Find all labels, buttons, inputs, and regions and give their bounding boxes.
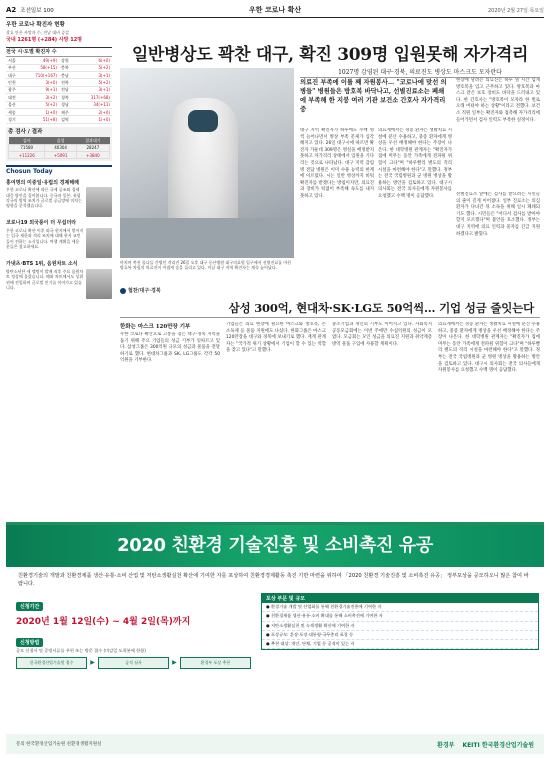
region-title: 전국 시·도별 확진자 수 bbox=[6, 47, 112, 56]
article-column: 의료계에서는 경증 환자는 생활치료 시설에 분산 수용하고, 중증 환자에게 병상을 우선 배정해야 한다는 주장이 나온다. 한 대학병원 관계자는 "확진자가 집에 머무는 동안 가족에게 전파될 위험이 크다"며 "하루빨리 별도의 격리 시설을 마련해야 한다"고 말했다. 정부는 전국 국립병원과 군 병원 병상을 활용하는 방안을 검토하고 있다. 대구시 의사회는 전국 의사들에게 자원봉사를 요청했고 수백 명이 응답했다. bbox=[438, 322, 540, 374]
inspection-title: 총 검사 / 결과 bbox=[8, 128, 43, 135]
region-cell: 검역 1(+0) bbox=[61, 116, 110, 122]
section-label: 협찬/대구·경북 bbox=[120, 287, 294, 294]
award-item: ● 포상규모: 훈장·포장·대통령·국무총리 표창 등 bbox=[262, 631, 538, 640]
award-categories bbox=[261, 593, 539, 650]
chosun-today-bar: Chosun Today bbox=[6, 165, 112, 176]
award-item: ● 친환경제품 생산·유통·소비 확대를 통해 소비촉진에 기여한 자 bbox=[262, 612, 538, 621]
issue-date: 2020년 2월 27일 목요일 bbox=[487, 7, 544, 14]
deck: 의료진 부족에 이틀 째 자원봉사… "코로나에 맞선 의병들" 병원들은 방호복 바닥나고, 선별진료소는 폐쇄에 부족해 한 지붕 여러 기관 보건소 간호사 자가격리 중 bbox=[300, 79, 447, 114]
arrow-right-icon: ▶ bbox=[90, 659, 95, 667]
stats-title: 우한 코로나 확진자 현황 bbox=[6, 22, 65, 28]
paper-name: 조선일보 100 bbox=[20, 8, 54, 14]
flow-step: 환경부 포상 추천 bbox=[180, 657, 251, 669]
advertisement bbox=[6, 522, 544, 754]
region-cell: 경북 317(+68) bbox=[61, 94, 110, 100]
inspection-cell: 28247 bbox=[76, 144, 109, 151]
columnist-photo bbox=[86, 228, 112, 258]
region-cell: 울산 5(+2) bbox=[8, 102, 57, 108]
inspection-cell: 71580 bbox=[9, 144, 45, 151]
article-column: 의료계에서는 경증 환자는 생활치료 시설에 분산 수용하고, 중증 환자에게 병상을 우선 배정해야 한다는 주장이 나온다. 한 대학병원 관계자는 "확진자가 집에 머무는 동안 가족에게 전파될 위험이 크다"며 "하루빨리 별도의 격리 시설을 마련해야 한다"고 말했다. 정부는 전국 국립병원과 군 병원 병상을 활용하는 방안을 검토하고 있다. 대구시 의사회는 전국 의사들에게 자원봉사를 요청했고 수백 명이 응답했다. bbox=[378, 128, 452, 200]
ad-footer bbox=[6, 734, 544, 754]
award-head: 포상 부문 및 규모 bbox=[262, 594, 538, 603]
ad-title: 2020 친환경 기술진흥 및 소비촉진 유공 bbox=[6, 525, 544, 567]
region-cell: 서울 49(+9) bbox=[8, 57, 57, 63]
article-column: 대구 지역 확진자가 하루에도 수백 명씩 늘어나면서 병상 부족 문제가 심각해지고 있다. 26일 대구시에 따르면 확진자 가운데 309명은 병실을 배정받지 못하고 자가격리 상태에서 입원을 기다리는 것으로 나타났다. 대구 지역 감염병 전담 병원은 이미 수용 능력의 한계에 이르렀다. 시는 일반 병상까지 비워 확진자를 받겠다는 방침이지만, 의료진과 장비가 턱없이 부족해 속도를 내지 못하고 있다. bbox=[300, 128, 374, 200]
region-cell: 충남 3(+1) bbox=[61, 72, 110, 78]
method-label: 신청방법 bbox=[16, 638, 43, 647]
region-cell: 전북 5(+2) bbox=[61, 79, 110, 85]
main-headline: 일반병상도 꽉찬 대구, 확진 309명 입원못해 자가격리 bbox=[131, 45, 529, 65]
sponsor-logos bbox=[437, 740, 534, 749]
ad-application-info bbox=[16, 593, 251, 669]
region-cell: 광주 9(+1) bbox=[8, 87, 57, 93]
columnist-photo bbox=[86, 187, 112, 217]
stats-sidebar bbox=[6, 22, 112, 577]
article-column: 현장에 달려온 의료진은 하루 열 시간 넘게 방호복을 입고 근무하고 있다. 방호복과 마스크 같은 보호 장비도 바닥을 드러내고 있다. 한 간호사는 "방호복이 모자라 한 벌로 오래 버텨야 하는 상황"이라고 전했다. 보건소 직원 일부는 확진자와 접촉해 자가격리에 들어가면서 검사 인력도 부족한 실정이다. bbox=[456, 78, 540, 123]
region-cell: 인천 3(+0) bbox=[8, 79, 57, 85]
award-item: ● 환경기술 개발 및 산업화를 통해 친환경기술진흥에 기여한 자 bbox=[262, 603, 538, 612]
page-header bbox=[6, 4, 544, 16]
inspection-header: 검사 bbox=[9, 137, 45, 144]
second-headline: 삼성 300억, 현대차·SK·LG도 50억씩… 기업 성금 줄잇는다 bbox=[228, 301, 534, 315]
column-text: 방탄소년단 새 앨범이 발매 직후 주요 음원차트 정상에 올랐습니다. 해외 차트에서도 상위권에 진입하며 글로벌 인기를 이어가고 있습니다. bbox=[6, 268, 84, 290]
stats-subtitle: 괄호 안은 사망자 수, 전날 대비 증감 bbox=[6, 30, 69, 36]
sponsor-logo: 환경부 bbox=[437, 741, 455, 749]
total-count: 국내 1261명 (+284) 사망 12명 bbox=[6, 36, 83, 43]
sub-lede: 1027명 감염된 대구·경북, 의료진도 병상도 마스크도 모자란다 bbox=[300, 67, 540, 78]
column-item[interactable] bbox=[6, 180, 112, 218]
inspection-box bbox=[6, 127, 112, 162]
inspection-cell: +5091 bbox=[45, 152, 76, 159]
inspection-header: 음성 bbox=[45, 137, 76, 144]
inspection-header: 결과대기 bbox=[76, 137, 109, 144]
column-title: 홍여명의 미중일·유럽의 경제해례 bbox=[6, 179, 80, 186]
region-table bbox=[6, 56, 112, 124]
inspection-table bbox=[8, 137, 110, 159]
award-item: ● 저탄소생활실천 및 녹색생활 확산에 기여한 자 bbox=[262, 622, 538, 631]
inspection-cell: +11226 bbox=[9, 152, 45, 159]
article-column: 우한 코로나 확산으로 고통을 겪는 대구·경북 지역을 돕기 위해 주요 기업들의 성금 기부가 잇따르고 있다. 삼성그룹은 300억원 규모의 성금과 물품을 전달하기로 했다. 현대차그룹과 SK, LG그룹도 각각 50억원을 기부한다. bbox=[120, 332, 220, 364]
column-title: 코로나19 외국풍이 더 무섭더라 bbox=[6, 220, 77, 227]
column-text: 우한 코로나 확산 이후 외국 현지에서 벌어지는 입국 제한과 격리 조치에 대해 현지 교민들이 전하는 소식입니다. 여행 계획을 세운 분들은 참고하세요. bbox=[6, 228, 84, 250]
article-column: 기업들은 의료 현장에 필요한 마스크와 방호복, 손 소독제 등 물품 지원에도 나섰다. 한화그룹은 마스크 120만장을 대구와 경북에 보내기로 했다. 재계 관계자는 "국가적 위기 상황에서 기업이 할 수 있는 역할을 찾고 있다"고 말했다. bbox=[226, 322, 326, 354]
column-title: 가넷츠·BTS 1위, 음원차트 소식 bbox=[6, 261, 78, 268]
region-cell: 제주 2(+0) bbox=[61, 109, 110, 115]
flow-step: 공적 심사 bbox=[98, 657, 169, 669]
inspection-cell: 40304 bbox=[45, 144, 76, 151]
second-rule bbox=[120, 317, 540, 318]
region-cell: 경기 51(+8) bbox=[8, 116, 57, 122]
sponsor-logo: KEITI 한국환경산업기술원 bbox=[462, 741, 534, 749]
application-period: 2020년 1월 12일(수) ~ 4월 2일(목)까지 bbox=[16, 617, 191, 627]
article-column: 선별진료소 앞에는 검사를 받으려는 시민들의 줄이 길게 이어졌다. 일부 진료소는 의심 환자가 다녀간 뒤 소독을 위해 일시 폐쇄되기도 했다. 시민들은 "어디서 검사를 받아야 할지 모르겠다"며 불안을 호소했다. 정부는 대구 지역에 의료 인력과 물자를 긴급 지원하겠다고 밝혔다. bbox=[456, 192, 540, 237]
region-cell: 세종 1(+0) bbox=[8, 109, 57, 115]
inspection-row bbox=[9, 144, 110, 151]
columnist-photo bbox=[86, 269, 112, 299]
photo-table bbox=[120, 218, 294, 258]
award-item: ● 추천 대상: 개인, 단체, 기업 등 공적이 있는 자 bbox=[262, 640, 538, 649]
region-cell: 경남 34(+11) bbox=[61, 102, 110, 108]
region-cell: 대전 3(+2) bbox=[8, 94, 57, 100]
arrow-right-icon: ▶ bbox=[172, 659, 177, 667]
news-photo bbox=[120, 68, 294, 258]
inspection-cell: +3840 bbox=[76, 152, 109, 159]
region-cell: 부산 58(+15) bbox=[8, 65, 57, 71]
page-number: A2 bbox=[6, 6, 17, 14]
application-method: 공모 신청서 및 증빙서류를 우편 또는 방문 접수 (마감일 도착분에 한함) bbox=[16, 648, 146, 653]
flow-step: 한국환경산업기술원 접수 bbox=[16, 657, 87, 669]
region-cell: 대구 710(+167) bbox=[8, 72, 57, 78]
header-rule bbox=[6, 17, 544, 18]
ad-intro: 친환경기술의 개발과 친환경제품 생산·유통·소비 산업 및 저탄소생활실천 확산에 기여한 자를 포상하여 친환경경제활동 촉진 기반 마련을 위하여 「2020 친환경 기술진흥 및 소비촉진 유공」 정부포상을 공모하오니 많은 참여 바랍니다. bbox=[18, 573, 529, 587]
section-title: 우한 코로나 확산 bbox=[248, 6, 302, 14]
region-cell: 강원 6(+0) bbox=[61, 57, 110, 63]
article-column: 중소기업과 개인의 기부도 이어지고 있다. 사회복지공동모금회에는 이번 주에만 수십억원의 성금이 모였다. 모금회는 모인 성금을 의료진 지원과 취약계층 방역 물품 구입에 사용할 계획이다. bbox=[332, 322, 432, 347]
column-item[interactable] bbox=[6, 220, 112, 258]
column-item[interactable] bbox=[6, 261, 112, 299]
period-label: 신청기간 bbox=[16, 602, 43, 611]
ad-contact: 문의 한국환경산업기술원 친환경생활지원실 bbox=[16, 742, 102, 747]
second-subhead: 한화는 마스크 120만장 기부 bbox=[120, 324, 191, 330]
region-cell: 전남 3(+1) bbox=[61, 87, 110, 93]
inspection-row bbox=[9, 152, 110, 159]
region-cell: 충북 5(+2) bbox=[61, 65, 110, 71]
process-flow bbox=[16, 657, 251, 669]
photo-caption: 마치며 쪽진 물나들 간병인 격리진 26일 오후 대구 동산병원 대구의료원 입구에서 선별진료를 마친 방호복 차림의 의료진이 어렵게 숨을 돌리고 있다. 이날 대구 지역 확진자는 계속 늘어났다. bbox=[120, 260, 292, 271]
section-dot-icon bbox=[120, 288, 126, 294]
photo-face-shield bbox=[188, 110, 218, 132]
column-text: 우한 코로나 확산에 따른 국제 공조와 경제 대응 방안을 짚어봅니다. 중국과 일본, 유럽 각국의 방역 조치가 글로벌 공급망에 미치는 영향을 분석했습니다. bbox=[6, 187, 82, 209]
